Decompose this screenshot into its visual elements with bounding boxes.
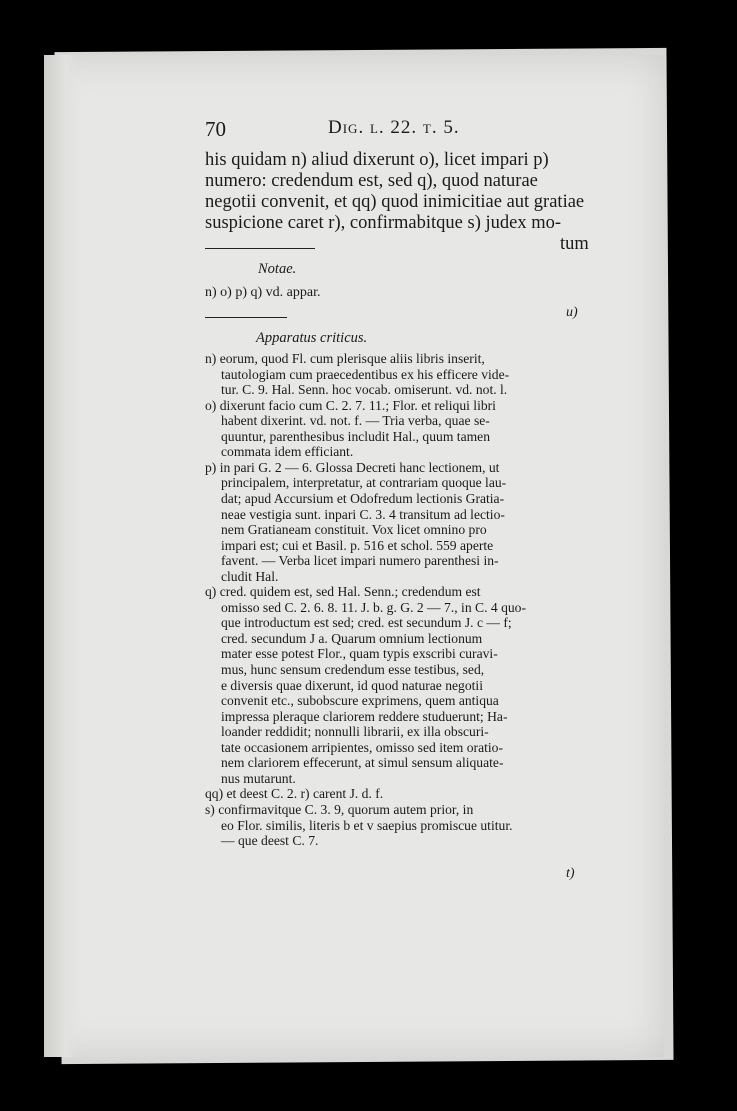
apparatus-line: impressa pleraque clariorem reddere studuerunt; Ha- <box>221 708 508 724</box>
apparatus-line: commata idem efficiant. <box>221 444 354 460</box>
main-text-line: suspicione caret r), confirmabitque s) judex mo- <box>205 213 562 233</box>
main-text-line: negotii convenit, et qq) quod inimicitiae aut gratiae <box>205 192 585 212</box>
apparatus-line: s) confirmavitque C. 3. 9, quorum autem prior, in <box>205 801 474 817</box>
apparatus-line: cludit Hal. <box>221 568 279 584</box>
apparatus-line: nus mutarunt. <box>221 770 296 786</box>
catchword: u) <box>566 305 578 320</box>
apparatus-line: cred. secundum J a. Quarum omnium lectionum <box>221 630 483 646</box>
apparatus-line: p) in pari G. 2 — 6. Glossa Decreti hanc lectionem, ut <box>205 459 500 475</box>
apparatus-line: omisso sed C. 2. 6. 8. 11. J. b. g. G. 2 — 7., in C. 4 quo- <box>221 599 526 615</box>
page-number: 70 <box>205 117 226 141</box>
divider-rule <box>205 248 315 249</box>
notes-heading: Notae. <box>258 261 297 277</box>
apparatus-line: e diversis quae dixerunt, id quod naturae negotii <box>221 677 483 693</box>
apparatus-line: neae vestigia sunt. inpari C. 3. 4 transitum ad lectio- <box>221 506 505 522</box>
apparatus-line: tate occasionem arripientes, omisso sed item oratio- <box>221 739 503 755</box>
apparatus-line: qq) et deest C. 2. r) carent J. d. f. <box>205 786 384 802</box>
apparatus-line: favent. — Verba licet impari numero parenthesi in- <box>221 553 499 569</box>
apparatus-line: q) cred. quidem est, sed Hal. Senn.; credendum est <box>205 584 481 600</box>
apparatus-line: habent dixerint. vd. not. f. — Tria verba, quae se- <box>221 413 490 429</box>
apparatus-line: eo Flor. similis, literis b et v saepius promiscue utitur. <box>221 817 513 833</box>
apparatus-line: mater esse potest Flor., quam typis exscribi curavi- <box>221 646 498 662</box>
apparatus-line: que introductum est sed; cred. est secundum J. c — f; <box>221 615 512 631</box>
notes-text: n) o) p) q) vd. appar. <box>205 285 321 300</box>
apparatus-line: principalem, interpretatur, at contrariam quoque lau- <box>221 475 507 491</box>
apparatus-line: — que deest C. 7. <box>221 833 319 849</box>
main-text-line: his quidam n) aliud dixerunt o), licet impari p) <box>205 150 549 170</box>
apparatus-line: loander reddidit; nonnulli librarii, ex illa obscuri- <box>221 724 489 740</box>
catchword: t) <box>566 866 575 881</box>
main-text-line: tum <box>560 234 589 254</box>
apparatus-line: o) dixerunt facio cum C. 2. 7. 11.; Flor. et reliqui libri <box>205 397 496 413</box>
apparatus-line: n) eorum, quod Fl. cum plerisque aliis libris inserit, <box>205 351 485 366</box>
apparatus-line: mus, hunc sensum credendum esse testibus, sed, <box>221 662 485 677</box>
apparatus-line: nem Gratianeam constituit. Vox licet omnino pro <box>221 522 487 538</box>
apparatus-heading: Apparatus criticus. <box>256 330 368 346</box>
apparatus-line: dat; apud Accursium et Odofredum lectionis Gratia- <box>221 490 505 506</box>
apparatus-line: nem clariorem effecerunt, at simul sensum aliquate- <box>221 755 504 771</box>
apparatus-line: convenit etc., subobscure exprimens, quem antiqua <box>221 693 499 709</box>
apparatus-line: tur. C. 9. Hal. Senn. hoc vocab. omiserunt. vd. not. l. <box>221 382 508 398</box>
running-title: Dig. l. 22. t. 5. <box>328 117 460 138</box>
divider-rule <box>205 317 287 318</box>
apparatus-line: impari est; cui et Basil. p. 516 et schol. 559 aperte <box>221 537 494 553</box>
apparatus-line: quuntur, parenthesibus includit Hal., quum tamen <box>221 428 491 444</box>
apparatus-line: tautologiam cum praecedentibus ex his efficere vide- <box>221 366 510 382</box>
main-text-line: numero: credendum est, sed q), quod naturae <box>205 171 538 191</box>
